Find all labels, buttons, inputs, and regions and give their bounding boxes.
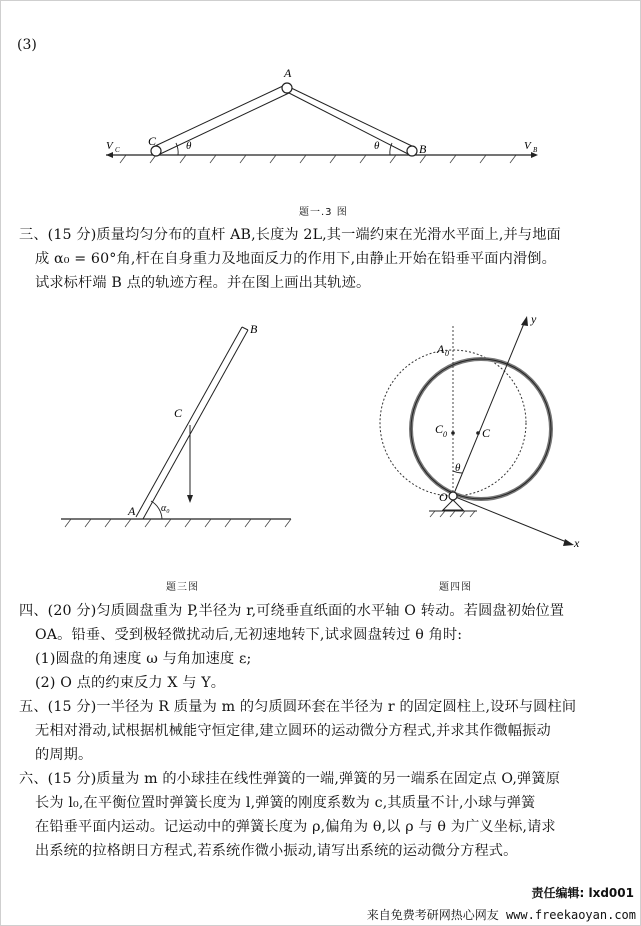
q6-line: 出系统的拉格朗日方程式,若系统作微小振动,请写出系统的运动微分方程式。 [35, 843, 518, 859]
y-axis [453, 321, 525, 496]
q5-line: 的周期。 [35, 747, 93, 763]
editor-credit: 责任编辑: lxd001 [531, 886, 634, 900]
label-theta-right: θ [374, 140, 380, 152]
q3-line: 成 α₀ = 60°角,杆在自身重力及地面反力的作用下,由静止开始在铅垂平面内滑倒。 [35, 251, 556, 267]
label-theta: θ [455, 462, 461, 474]
bar-ab [285, 85, 414, 155]
q4-line: OA。铅垂、受到极轻微扰动后,无初速地转下,试求圆盘转过 θ 角时: [35, 627, 463, 643]
q5-line: 无相对滑动,试根据机械能守恒定律,建立圆环的运动微分方程式,并求其作微幅振动 [35, 723, 551, 739]
label-a: A [128, 504, 136, 518]
x-axis [453, 496, 569, 543]
label-c0-sub: 0 [443, 430, 447, 439]
center-c [476, 431, 480, 435]
q6-line: 长为 l₀,在平衡位置时弹簧长度为 l,弹簧的刚度系数为 c,其质量不计,小球与弹簧 [35, 795, 536, 811]
q4-line: (2) O 点的约束反力 X 与 Y。 [35, 675, 226, 691]
label-y: y [531, 312, 537, 326]
ground-hatch [120, 155, 516, 163]
q6-line: 六、(15 分)质量为 m 的小球挂在线性弹簧的一端,弹簧的另一端系在固定点 O,弹簧原 [19, 771, 561, 787]
label-x: x [574, 536, 580, 550]
label-c: C [148, 134, 157, 148]
center-c0 [451, 431, 455, 435]
figure-rod [56, 319, 306, 539]
figure-linkage [96, 63, 546, 173]
source-credit: 来自免费考研网热心网友 www.freekaoyan.com [366, 908, 636, 922]
label-vb-sub: B [533, 146, 538, 154]
x-axis-arrowhead [563, 539, 574, 546]
fig4-caption: 题四图 [439, 582, 472, 593]
support-hatch [430, 511, 475, 517]
angle-arc-left [176, 143, 178, 155]
rod-ab [136, 327, 248, 519]
y-axis-arrowhead [521, 316, 528, 326]
pivot-o [449, 492, 457, 500]
joint-b [407, 146, 417, 156]
label-b: B [419, 142, 427, 156]
label-vb: V [524, 140, 531, 152]
fig3-caption: 题三图 [166, 582, 199, 593]
q5-line: 五、(15 分)一半径为 R 质量为 m 的匀质圆环套在半径为 r 的固定圆柱上,设环与圆柱间 [19, 699, 577, 715]
label-alpha0: α₀ [161, 503, 170, 514]
q6-line: 在铅垂平面内运动。记运动中的弹簧长度为 ρ,偏角为 θ,以 ρ 与 θ 为广义坐标,请求 [35, 819, 556, 835]
question-5 [19, 695, 625, 767]
label-b: B [250, 322, 258, 336]
label-a0-sub: 0 [445, 349, 449, 358]
question-4 [19, 599, 625, 695]
bar-ca [153, 85, 289, 155]
vc-arrowhead [106, 152, 113, 158]
joint-a [282, 83, 292, 93]
label-a: A [284, 66, 292, 80]
q3-line: 三、(15 分)质量均匀分布的直杆 AB,长度为 2L,其一端约束在光滑水平面上,并与地面 [19, 227, 561, 243]
ground-hatch [65, 519, 291, 527]
gravity-arrowhead [187, 495, 193, 503]
q4-line: (1)圆盘的角速度 ω 与角加速度 ε; [35, 651, 252, 667]
q3-line: 试求标杆端 B 点的轨迹方程。并在图上画出其轨迹。 [35, 275, 371, 291]
label-a0: A [437, 342, 445, 356]
label-theta-left: θ [186, 140, 192, 152]
figure-disc [369, 311, 599, 551]
label-o: O [439, 490, 448, 504]
question-3 [19, 223, 625, 295]
label-vc: V [106, 140, 113, 152]
q4-line: 四、(20 分)匀质圆盘重为 P,半径为 r,可绕垂直纸面的水平轴 O 转动。若圆盘初始位置 [19, 603, 565, 619]
label-c: C [482, 426, 491, 440]
label-c0: C [435, 422, 444, 436]
label-vc-sub: C [115, 146, 120, 154]
label-c: C [174, 406, 183, 420]
fig1-caption: 题一.3 图 [299, 207, 348, 218]
question-6 [19, 767, 625, 863]
part-label: (3) [17, 37, 37, 53]
